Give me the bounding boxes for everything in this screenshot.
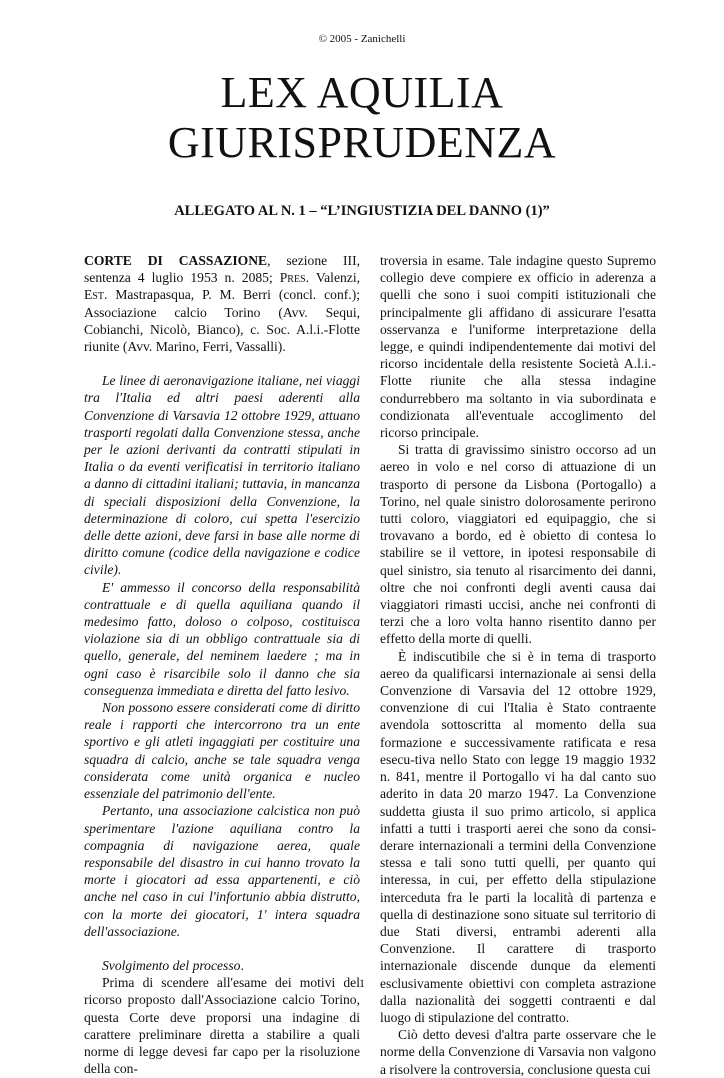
massima-paragraph-4: Pertanto, una associazione calcistica non può sperimentare l'azione aquiliana contro la compagnia di navigazione aerea, quale responsabile del disastro in cui hanno trovato la morte i giocatori ad essa appartenenti, e ciò anche nel caso in cui l'infortunio abbia distrutto, con la morte dei giocatori, 1' intera squadra dell'associazione. [84,803,360,939]
page-number: 1 [359,976,365,990]
body-paragraph-2: Si tratta di gravissimo sinistro occorso ad un aereo in volo e nel corso di attuazione di un trasporto di persone da Lisbona (Portogallo) a Torino, nel quale sinistro dolorosamente perirono tutti coloro, viaggiatori ed equipaggio, che si trovavano a bordo, ed è obietto di contesa lo stabilire se il vettore, in ipotesi responsabile di quel sinistro, sia tenuto al risarcimento dei danni, oltre che noi confronti degli aventi causa dai viaggiatori rimasti uccisi, anche nei confronti di terzi che a loro volta hanno risentito danno per effetto della morte di quelli. [380,442,656,647]
massima-paragraph-2: E' ammesso il concorso della responsabilità contrattuale e di quella aquiliana quando il medesimo fatto, doloso o colposo, costituisca violazione sia di un obbligo contrattuale sia di quello, generale, del neminem laedere ; ma in ogni caso è risarcibile solo il danno che sia conseguenza immediata e diretta del fatto lesivo. [84,579,360,698]
title-line-2: GIURISPRUDENZA [167,118,557,167]
body-paragraph-4: Ciò detto devesi d'altra parte osservare che le norme della Convenzione di Varsavia non valgono a risolvere la controversia, conclusione questa cui [380,1027,656,1077]
right-column [380,252,656,1078]
document-title [0,68,724,168]
copyright-header: © 2005 - Zanichelli [318,33,406,45]
massima-paragraph-1: Le linee di aeronavigazione italiane, nei viaggi tra l'Italia ed altri paesi aderenti alla Convenzione di Varsavia 12 ottobre 1929, attuano trasporti regolati dalla Convenzione stessa, anche per le azioni derivanti da contratti stipulati in Italia o da eventi verificatisi in territorio italiano a danno di cittadini italiani; tuttavia, in mancanza di speciali disposizioni della Convenzione, la determinazione di coloro, cui spetta l'esercizio delle dette azioni, deve farsi in base alle norme di diritto comune (codice della navigazione e codice civile). [84,373,360,578]
court-name: CORTE DI CASSAZIONE [84,253,268,268]
left-column [84,252,360,1077]
document-subtitle: ALLEGATO AL N. 1 – “L’INGIUSTIZIA DEL DANNO (1)” [174,203,550,219]
section-heading: Svolgimento del processo. [102,957,244,973]
massima-paragraph-3: Non possono essere considerati come di diritto reale i rapporti che intercorrono tra un ente sportivo e gli atleti ingaggiati per costituire una squadra di calcio, anche se tale squadra venga considerata come unità organica e nucleo essenziale del patrimonio dell'ente. [84,700,360,802]
body-paragraph-3: È indiscutibile che si è in tema di trasporto aereo da qualificarsi internazionale ai sensi della Convenzione di Varsavia del 12 ottobre 1929, convenzione di cui l'Italia è Stato contraente avendola sottoscritta al momento della sua formazione e successivamente ratificata e resa esecu-tiva nello Stato con legge 19 maggio 1932 n. 841, mentre il Portogallo vi ha dal canto suo aderito in data 20 marzo 1947. La Convenzione suddetta giusta il suo primo articolo, si applica infatti a tutti i trasporti aerei che sono da consi-derare internazionali a termini della Convenzione stessa e tali sono tutti quelli, per quanto qui interessa, in cui, per effetto della stipulazione interceduta fra le parti la località di partenza e quella di destinazione sono situate sul territorio di due Stati diversi, entrambi aderenti alla Convenzione. Il carattere di trasporto internazionale discende dunque da elementi esclusivamente obiettivi con completa astrazione dalla nazionalità dei soggetti contraenti e dal luogo di stipulazione del contratto. [380,648,656,1025]
est-label: Est. [84,287,108,303]
case-citation: CORTE DI CASSAZIONE, sezione III, sentenza 4 luglio 1953 n. 2085; Pres. Valenzi, Est. Mastrapasqua, P. M. Berri (concl. conf.); Associazione calcio Torino (Avv. Sequi, Cobianchi, Nicolò, Bianco), c. Soc. A.l.i.-Flotte riunite (Avv. Marino, Ferri, Vassalli). [84,253,360,355]
body-paragraph-continued: troversia in esame. Tale indagine questo Supremo collegio deve compiere ex officio in aderenza a quelli che sono i suoi compiti istituzionali che principalmente gli affidano di assicurare l'esatta osservanza e l'uniforme interpretazione della legge, e quindi indipendentemente dai motivi del ricorso incidentale della resistente Società A.l.i.-Flotte riunite che alla stessa indagine condurrebbero ma soltanto in via subordinata e condizionata all'eventuale accoglimento del ricorso principale. [380,253,656,441]
body-paragraph-1: Prima di scendere all'esame dei motivi del ricorso proposto dall'Associazione calcio Torino, questa Corte deve proporsi una indagine di carattere preliminare diretta a stabilire a quali norme di legge devesi far capo per la risoluzione della con- [84,975,360,1077]
title-line-1: LEX AQUILIA [220,68,504,117]
pres-label: Pres. [279,270,310,286]
